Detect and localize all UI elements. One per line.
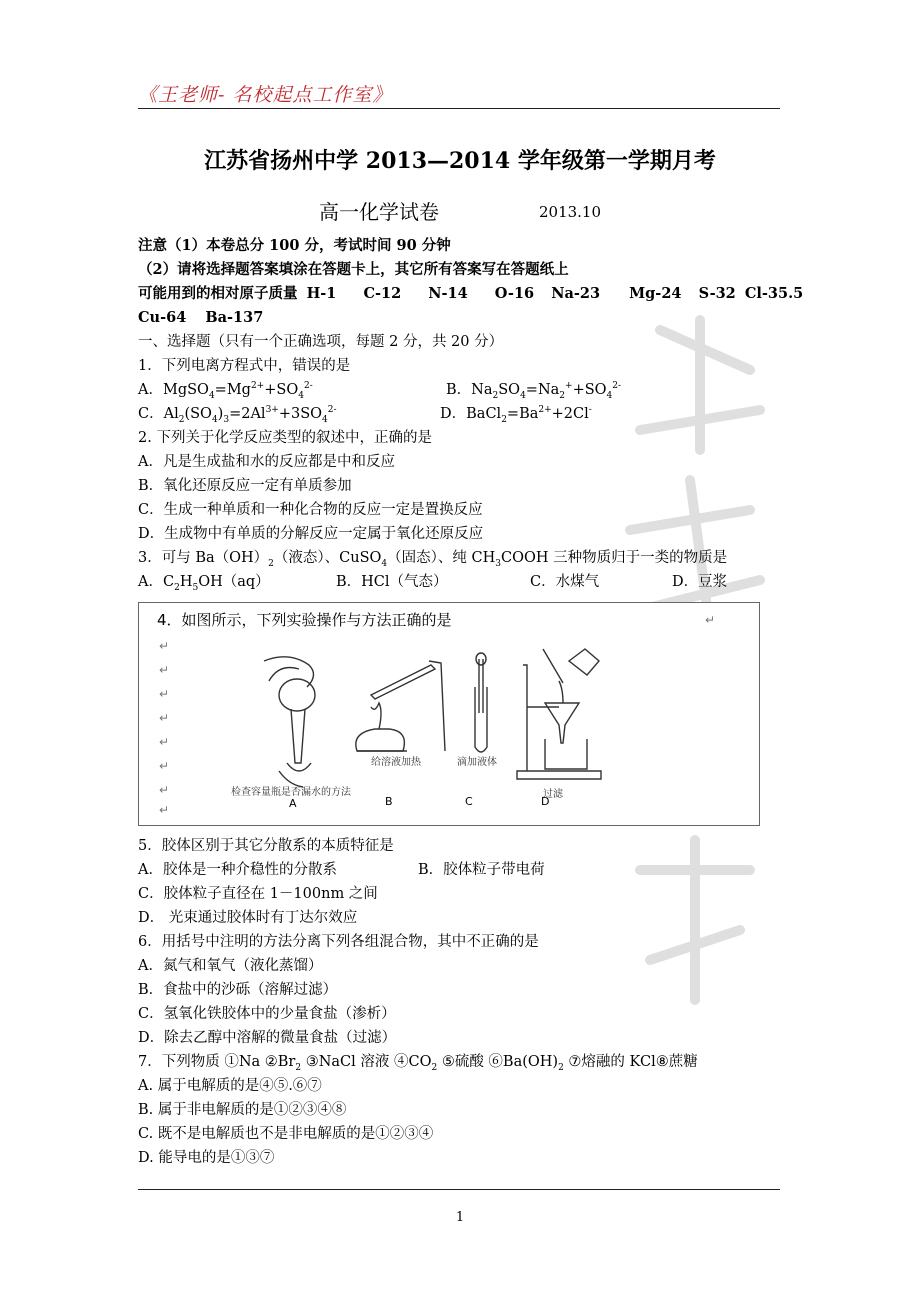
q6-option-d: D．除去乙醇中溶解的微量食盐（过滤） [138, 1030, 397, 1046]
header-rule [138, 108, 780, 109]
return-mark-title: ↵ [705, 613, 716, 627]
caption-b: 给溶液加热 [371, 757, 421, 768]
note-2: （2）请将选择题答案填涂在答题卡上，其它所有答案写在答题纸上 [138, 261, 569, 278]
mass-mg: Mg-24 [629, 285, 682, 302]
q4-stem: 4．如图所示，下列实验操作与方法正确的是 [157, 611, 452, 629]
q1-option-a: A．$MgSO_4=Mg^{2+}+SO_4^{2-}$ [138, 381, 313, 401]
q6-option-b: B．食盐中的沙砾（溶解过滤） [138, 982, 338, 998]
return-mark-5: ↵ [159, 735, 170, 749]
exam-subtitle [0, 196, 920, 225]
mass-n: N-14 [428, 285, 468, 302]
q6-option-a: A．氮气和氧气（液化蒸馏） [138, 958, 323, 974]
return-mark-7: ↵ [159, 783, 170, 797]
return-mark-4: ↵ [159, 711, 170, 725]
return-mark-8: ↵ [159, 803, 170, 817]
q3-option-c: C．水煤气 [530, 574, 600, 590]
mass-o: O-16 [494, 285, 535, 302]
q7-option-b: B. 属于非电解质的是①②③④⑧ [138, 1102, 347, 1118]
q1-a-label: A． [138, 382, 163, 398]
q2-option-c: C．生成一种单质和一种化合物的反应一定是置换反应 [138, 502, 483, 518]
mass-s: S-32 [698, 285, 736, 302]
header-brand: 《王老师- 名校起点工作室》 [138, 84, 393, 106]
q2-option-d: D．生成物中有单质的分解反应一定属于氧化还原反应 [138, 526, 484, 542]
q2-option-a: A．凡是生成盐和水的反应都是中和反应 [138, 454, 395, 470]
mass-prefix: 可能用到的相对原子质量 [138, 285, 298, 302]
mass-cu: Cu-64 [138, 309, 187, 326]
label-d: D [541, 795, 550, 808]
q3-stem: 3．可与 $Ba(OH)_2$（液态）、CuSO$_4$（固态）、纯 $CH_3COOH$ 三种物质归于一类的物质是 [138, 550, 728, 569]
q7-stem: 7．下列物质 ①Na $②Br_2$ ③NaCl 溶液 $④CO_2$ ⑤硫酸 $⑥Ba(OH)_2$ ⑦熔融的 KCl⑧蔗糖 [138, 1054, 698, 1073]
mass-na: Na-23 [551, 285, 601, 302]
section-heading: 一、选择题（只有一个正确选项，每题 2 分，共 20 分） [138, 334, 504, 350]
q6-option-c: C．氢氧化铁胶体中的少量食盐（渗析） [138, 1006, 396, 1022]
q1-stem: 1．下列电离方程式中，错误的是 [138, 358, 351, 374]
q5-option-a: A．胶体是一种介稳性的分散系 [138, 862, 337, 878]
exam-title: 江苏省扬州中学 2013—2014 学年级第一学期月考 [204, 148, 716, 174]
q7-option-c: C. 既不是电解质也不是非电解质的是①②③④ [138, 1126, 434, 1142]
q7-option-a: A. 属于电解质的是④⑤.⑥⑦ [138, 1078, 322, 1094]
q1-b-label: B． [446, 382, 472, 398]
footer-rule [138, 1189, 780, 1190]
caption-d: 过滤 [543, 789, 563, 800]
label-c: C [465, 795, 473, 808]
q5-option-d: D． 光束通过胶体时有丁达尔效应 [138, 910, 358, 926]
q2-stem: 2. 下列关于化学反应类型的叙述中，正确的是 [138, 430, 432, 446]
q5-stem: 5．胶体区别于其它分散系的本质特征是 [138, 838, 394, 854]
atomic-masses-line2 [138, 308, 263, 328]
q1-c-label: C． [138, 406, 164, 422]
q3-option-d: D．豆浆 [672, 574, 728, 590]
return-mark-3: ↵ [159, 687, 170, 701]
mass-c: C-12 [363, 285, 402, 302]
q1-option-d: D．$BaCl_2=Ba^{2+}+2Cl^-$ [440, 405, 592, 425]
page-number: 1 [455, 1210, 465, 1225]
mass-cl: Cl-35.5 [744, 285, 804, 302]
exam-date: 2013.10 [538, 203, 602, 221]
label-a: A [289, 797, 297, 810]
q6-stem: 6．用括号中注明的方法分离下列各组混合物，其中不正确的是 [138, 934, 539, 950]
q3-option-a: A．$C_2H_5OH(aq)$ [138, 574, 270, 593]
q1-option-b: B．$Na_2SO_4=Na_2^++SO_4^{2-}$ [446, 381, 622, 401]
q1-option-c: C．$Al_2(SO_4)_3=2Al^{3+}+3SO_4^{2-}$ [138, 405, 337, 425]
caption-a: 检查容量瓶是否漏水的方法 [231, 787, 351, 798]
subtitle-text: 高一化学试卷 [318, 200, 439, 224]
mass-ba: Ba-137 [205, 309, 264, 326]
note-1: 注意（1）本卷总分 100 分，考试时间 90 分钟 [138, 237, 451, 254]
label-b: B [385, 795, 393, 808]
caption-c: 滴加液体 [457, 757, 497, 768]
q2-option-b: B．氧化还原反应一定有单质参加 [138, 478, 352, 494]
q3-option-b: B．HCl（气态） [336, 574, 448, 590]
q5-option-b: B．胶体粒子带电荷 [418, 862, 545, 878]
q1-d-label: D． [440, 406, 467, 422]
mass-h: H-1 [306, 285, 337, 302]
q7-option-d: D. 能导电的是①③⑦ [138, 1150, 275, 1166]
q5-option-c: C．胶体粒子直径在 1－100nm 之间 [138, 886, 378, 902]
q4-figure [138, 602, 760, 826]
atomic-masses-line1 [138, 284, 804, 304]
return-mark-2: ↵ [159, 663, 170, 677]
return-mark-1: ↵ [159, 639, 170, 653]
return-mark-6: ↵ [159, 759, 170, 773]
